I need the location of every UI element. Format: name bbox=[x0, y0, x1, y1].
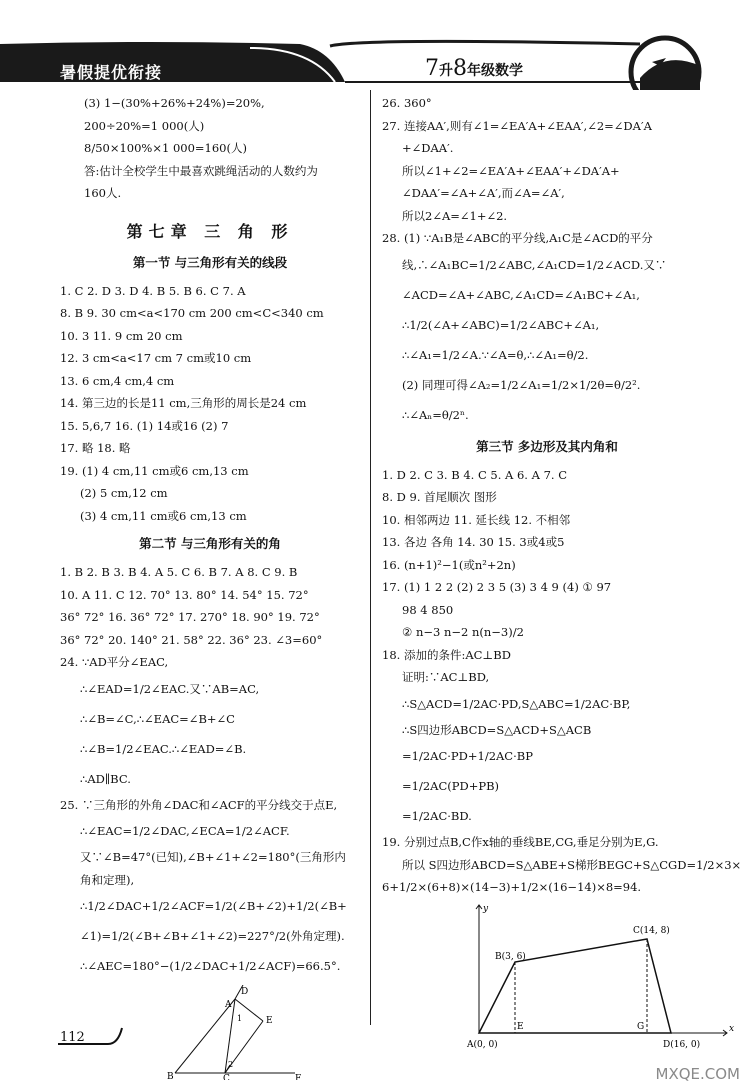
grade-title bbox=[425, 56, 523, 81]
triangle-figure bbox=[155, 985, 315, 1080]
grade-mid: 升 bbox=[439, 63, 453, 79]
page-header bbox=[0, 0, 750, 90]
answer-line: 98 4 850 bbox=[402, 602, 454, 617]
answer-line: ∴S△ACD=1/2AC·PD,S△ABC=1/2AC·BP, bbox=[402, 696, 631, 711]
answer-line: 10. 3 11. 9 cm 20 cm bbox=[60, 328, 183, 343]
answer-line: 13. 各边 各角 14. 30 15. 3或4或5 bbox=[382, 535, 565, 549]
answer-line: 200÷20%=1 000(人) bbox=[84, 118, 205, 133]
figure-label: E bbox=[266, 1016, 273, 1026]
answer-line: 所以∠1+∠2=∠EA′A+∠EAA′+∠DA′A+ bbox=[402, 163, 620, 178]
answer-line: 又∵∠B=47°(已知),∠B+∠1+∠2=180°(三角形内 bbox=[80, 850, 346, 864]
answer-line: 1. D 2. C 3. B 4. C 5. A 6. A 7. C bbox=[382, 467, 568, 482]
grade-subject: 年级数学 bbox=[467, 63, 523, 79]
answer-line: 25. ∵三角形的外角∠DAC和∠ACF的平分线交于点E, bbox=[60, 797, 338, 812]
answer-line: 证明:∵AC⊥BD, bbox=[402, 670, 490, 684]
answer-line: 12. 3 cm<a<17 cm 7 cm或10 cm bbox=[60, 351, 252, 365]
answer-line: ∴∠A₁=1/2∠A.∵∠A=θ,∴∠A₁=θ/2. bbox=[402, 347, 589, 362]
answer-line: =1/2AC·PD+1/2AC·BP bbox=[402, 749, 533, 763]
answer-line: ∠DAA′=∠A+∠A′,而∠A=∠A′, bbox=[402, 186, 565, 200]
answer-line: (3) 4 cm,11 cm或6 cm,13 cm bbox=[80, 508, 247, 523]
answer-line: 19. (1) 4 cm,11 cm或6 cm,13 cm bbox=[60, 463, 249, 478]
answer-line: 18. 添加的条件:AC⊥BD bbox=[382, 647, 511, 662]
answer-line: 8. B 9. 30 cm<a<170 cm 200 cm<C<340 cm bbox=[60, 306, 324, 320]
answer-line: 17. 略 18. 略 bbox=[60, 441, 131, 455]
answer-line: 10. 相邻两边 11. 延长线 12. 不相邻 bbox=[382, 512, 571, 527]
grade-to: 8 bbox=[453, 56, 467, 81]
coordinate-graph bbox=[457, 901, 737, 1051]
point-label: B(3, 6) bbox=[495, 951, 526, 962]
point-label: A(0, 0) bbox=[467, 1039, 498, 1050]
answer-line: (2) 5 cm,12 cm bbox=[80, 486, 168, 500]
answer-line: 10. A 11. C 12. 70° 13. 80° 14. 54° 15. 72° bbox=[60, 587, 309, 602]
answer-line: 6+1/2×(6+8)×(14−3)+1/2×(16−14)×8=94. bbox=[382, 880, 642, 894]
brand-title: 暑假提优衔接 bbox=[60, 63, 163, 82]
answer-line: 16. (n+1)²−1(或n²+2n) bbox=[382, 557, 516, 572]
answer-line: 8. D 9. 首尾顺次 图形 bbox=[382, 490, 497, 504]
answer-line: 36° 72° 16. 36° 72° 17. 270° 18. 90° 19. 72° bbox=[60, 610, 320, 624]
point-label: C(14, 8) bbox=[633, 925, 670, 936]
answer-line: 所以 S四边形ABCD=S△ABE+S梯形BEGC+S△CGD=1/2×3× bbox=[402, 857, 742, 872]
answer-line: ∠1)=1/2(∠B+∠B+∠1+∠2)=227°/2(外角定理). bbox=[80, 929, 345, 943]
answer-line: 19. 分别过点B,C作x轴的垂线BE,CG,垂足分别为E,G. bbox=[382, 835, 659, 849]
chapter-title: 第七章 三 角 形 bbox=[126, 221, 294, 241]
answer-line: 26. 360° bbox=[382, 96, 432, 110]
answer-line: 答:估计全校学生中最喜欢跳绳活动的人数约为 bbox=[84, 163, 318, 178]
answer-line: 角和定理), bbox=[80, 872, 135, 887]
figure-label: 1 bbox=[237, 1014, 243, 1023]
answer-line: 1. C 2. D 3. D 4. B 5. B 6. C 7. A bbox=[60, 283, 246, 298]
answer-line: ∴∠B=∠C,∴∠EAC=∠B+∠C bbox=[80, 711, 235, 726]
answer-line: 1. B 2. B 3. B 4. A 5. C 6. B 7. A 8. C 9. B bbox=[60, 565, 298, 579]
answer-line: ∴AD∥BC. bbox=[80, 771, 131, 786]
answer-line: 8/50×100%×1 000=160(人) bbox=[84, 141, 247, 155]
figure-label: C bbox=[223, 1074, 230, 1080]
answer-line: ② n−3 n−2 n(n−3)/2 bbox=[402, 625, 524, 639]
answer-line: ∴∠EAC=1/2∠DAC,∠ECA=1/2∠ACF. bbox=[80, 824, 290, 838]
section-title: 第二节 与三角形有关的角 bbox=[139, 536, 281, 551]
answer-line: +∠DAA′. bbox=[402, 141, 454, 155]
section-title: 第三节 多边形及其内角和 bbox=[476, 438, 618, 454]
answer-line: 24. ∵AD平分∠EAC, bbox=[60, 655, 169, 669]
answer-line: 所以2∠A=∠1+∠2. bbox=[402, 208, 508, 223]
answer-line: 13. 6 cm,4 cm,4 cm bbox=[60, 373, 175, 388]
watermark: MXQE.COM bbox=[655, 1065, 740, 1083]
answer-line: 27. 连接AA′,则有∠1=∠EA′A+∠EAA′,∠2=∠DA′A bbox=[382, 118, 652, 133]
section-title: 第一节 与三角形有关的线段 bbox=[132, 254, 288, 270]
answer-line: ∴∠EAD=1/2∠EAC.又∵AB=AC, bbox=[80, 681, 260, 696]
axis-label: x bbox=[729, 1023, 735, 1034]
answer-line: 36° 72° 20. 140° 21. 58° 22. 36° 23. ∠3=60° bbox=[60, 632, 323, 647]
answer-line: (3) 1−(30%+26%+24%)=20%, bbox=[84, 96, 265, 110]
answer-line: 28. (1) ∵A₁B是∠ABC的平分线,A₁C是∠ACD的平分 bbox=[382, 231, 653, 245]
answer-line: ∴1/2(∠A+∠ABC)=1/2∠ABC+∠A₁, bbox=[402, 317, 600, 332]
answer-line: 15. 5,6,7 16. (1) 14或16 (2) 7 bbox=[60, 418, 229, 433]
answer-line: (2) 同理可得∠A₂=1/2∠A₁=1/2×1/2θ=θ/2². bbox=[402, 377, 641, 392]
answer-line: ∴∠Aₙ=θ/2ⁿ. bbox=[402, 407, 469, 422]
figure-label: A bbox=[225, 1000, 232, 1010]
right-column bbox=[382, 92, 742, 1051]
answer-line: ∴S四边形ABCD=S△ACD+S△ACB bbox=[402, 722, 592, 737]
answer-line: ∴∠B=1/2∠EAC.∴∠EAD=∠B. bbox=[80, 741, 247, 756]
answer-line: ∴1/2∠DAC+1/2∠ACF=1/2(∠B+∠2)+1/2(∠B+ bbox=[80, 899, 347, 913]
answer-line: =1/2AC(PD+PB) bbox=[402, 779, 500, 793]
axis-label: y bbox=[483, 903, 489, 914]
answer-line: 160人. bbox=[84, 186, 122, 200]
figure-label: B bbox=[167, 1072, 174, 1080]
page-number: 112 bbox=[60, 1030, 85, 1045]
grade-from: 7 bbox=[425, 56, 439, 81]
answer-line: 线,∴∠A₁BC=1/2∠ABC,∠A₁CD=1/2∠ACD.又∵ bbox=[402, 257, 667, 272]
point-label: G bbox=[637, 1021, 645, 1032]
answer-line: 14. 第三边的长是11 cm,三角形的周长是24 cm bbox=[60, 396, 307, 410]
answer-line: ∴∠AEC=180°−(1/2∠DAC+1/2∠ACF)=66.5°. bbox=[80, 959, 341, 973]
point-label: D(16, 0) bbox=[663, 1039, 701, 1050]
answer-line: ∠ACD=∠A+∠ABC,∠A₁CD=∠A₁BC+∠A₁, bbox=[402, 287, 640, 302]
answer-line: 17. (1) 1 2 2 (2) 2 3 5 (3) 3 4 9 (4) ① 97 bbox=[382, 580, 612, 594]
point-label: E bbox=[517, 1021, 524, 1032]
left-column bbox=[60, 92, 360, 1080]
answer-line: =1/2AC·BD. bbox=[402, 809, 472, 823]
column-divider bbox=[370, 90, 371, 1025]
figure-label: 2 bbox=[228, 1060, 234, 1069]
figure-label: F bbox=[295, 1074, 302, 1080]
figure-label: D bbox=[241, 987, 249, 997]
